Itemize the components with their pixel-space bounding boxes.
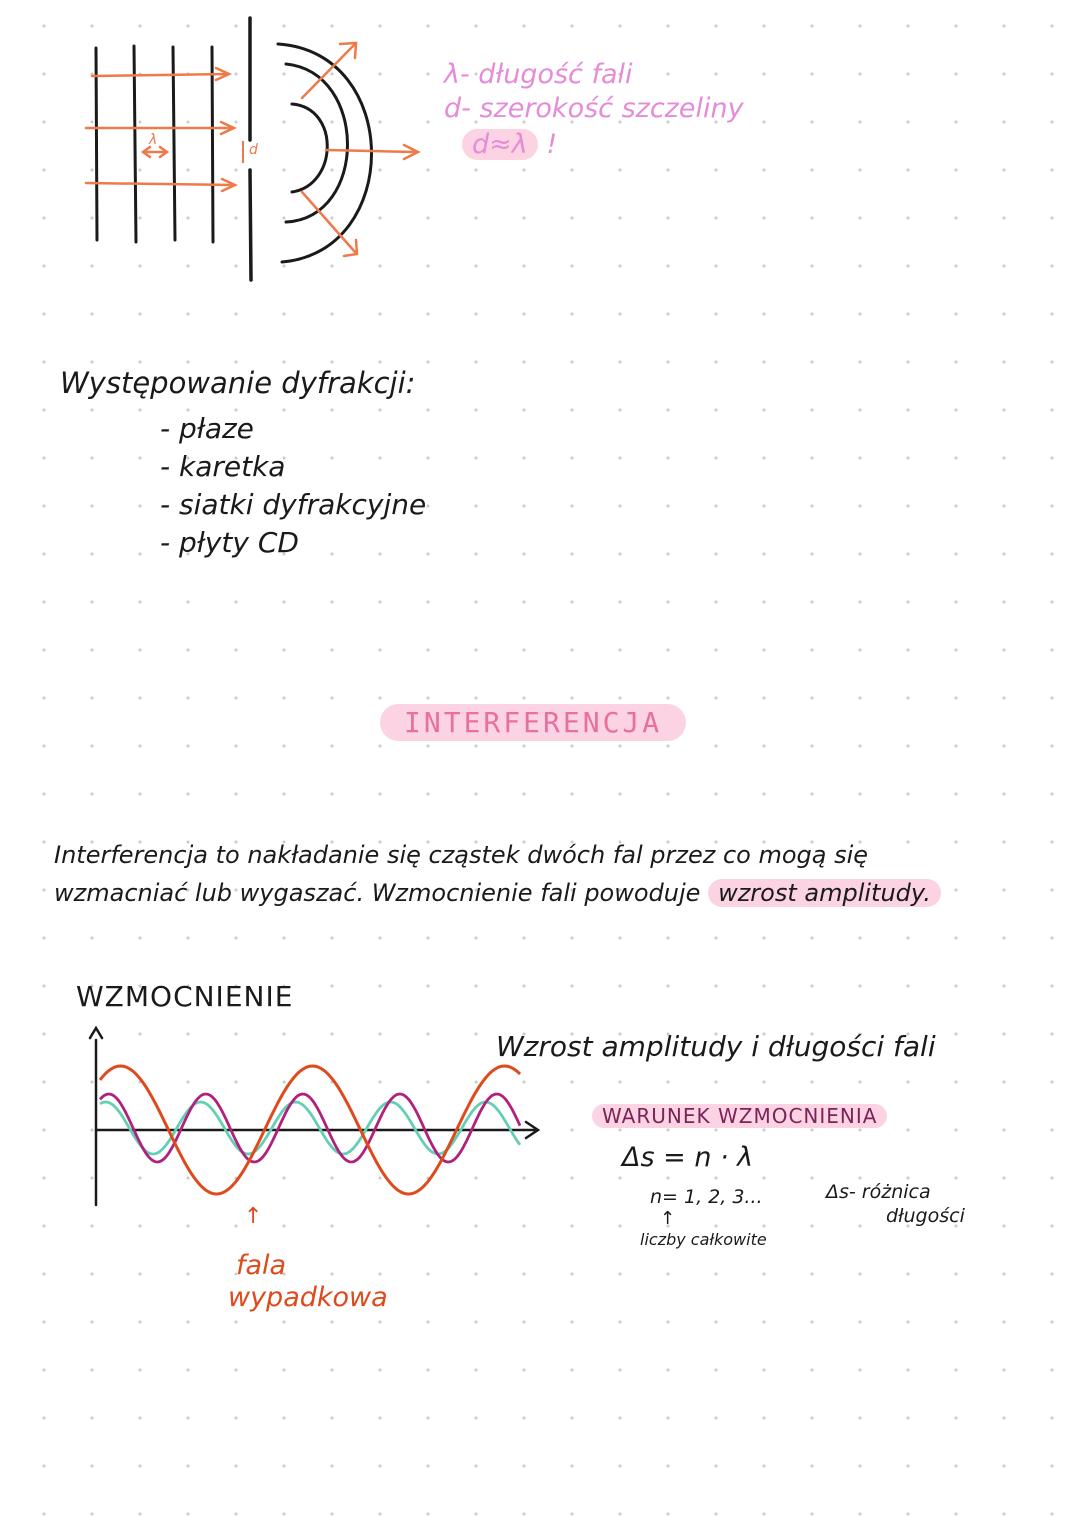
- n-arrow-icon: ↑: [660, 1208, 676, 1229]
- resultant-arrow-icon: ↑: [244, 1204, 263, 1229]
- lambda-label: λ: [149, 132, 158, 148]
- amplification-note: Wzrost amplitudy i długości fali: [496, 1030, 936, 1063]
- list-item: - siatki dyfrakcyjne: [160, 488, 427, 521]
- section-title: INTERFERENCJA: [380, 706, 686, 739]
- list-item: - płaze: [160, 412, 254, 445]
- list-item: - płyty CD: [160, 526, 299, 559]
- amplification-formula: Δs = n · λ: [622, 1142, 754, 1173]
- slit-width-definition: d- szerokość szczeliny: [444, 93, 744, 124]
- definition-line-1: Interferencja to nakładanie się cząstek dwóch fal przez co mogą się: [54, 841, 869, 869]
- amplification-heading: WZMOCNIENIE: [76, 980, 294, 1013]
- lambda-definition: λ- długość fali: [444, 59, 633, 90]
- definition-line-2: wzmacniać lub wygaszać. Wzmocnienie fali powoduje: [54, 879, 701, 907]
- amplitude-highlight: wzrost amplitudy.: [708, 879, 941, 907]
- ds-definition: Δs- różnica długości: [826, 1181, 965, 1227]
- resultant-wave-label: fala wypadkowa: [228, 1250, 388, 1313]
- occurrence-heading: Występowanie dyfrakcji:: [60, 366, 416, 400]
- slit-condition: d≈λ: [462, 129, 538, 160]
- condition-label: WARUNEK WZMOCNIENIA: [592, 1104, 887, 1128]
- n-values: n= 1, 2, 3...: [650, 1186, 763, 1208]
- list-item: - karetka: [160, 450, 286, 483]
- exclamation-mark: !: [546, 129, 558, 160]
- slit-width-label: d: [249, 142, 258, 158]
- n-description: liczby całkowite: [640, 1230, 767, 1249]
